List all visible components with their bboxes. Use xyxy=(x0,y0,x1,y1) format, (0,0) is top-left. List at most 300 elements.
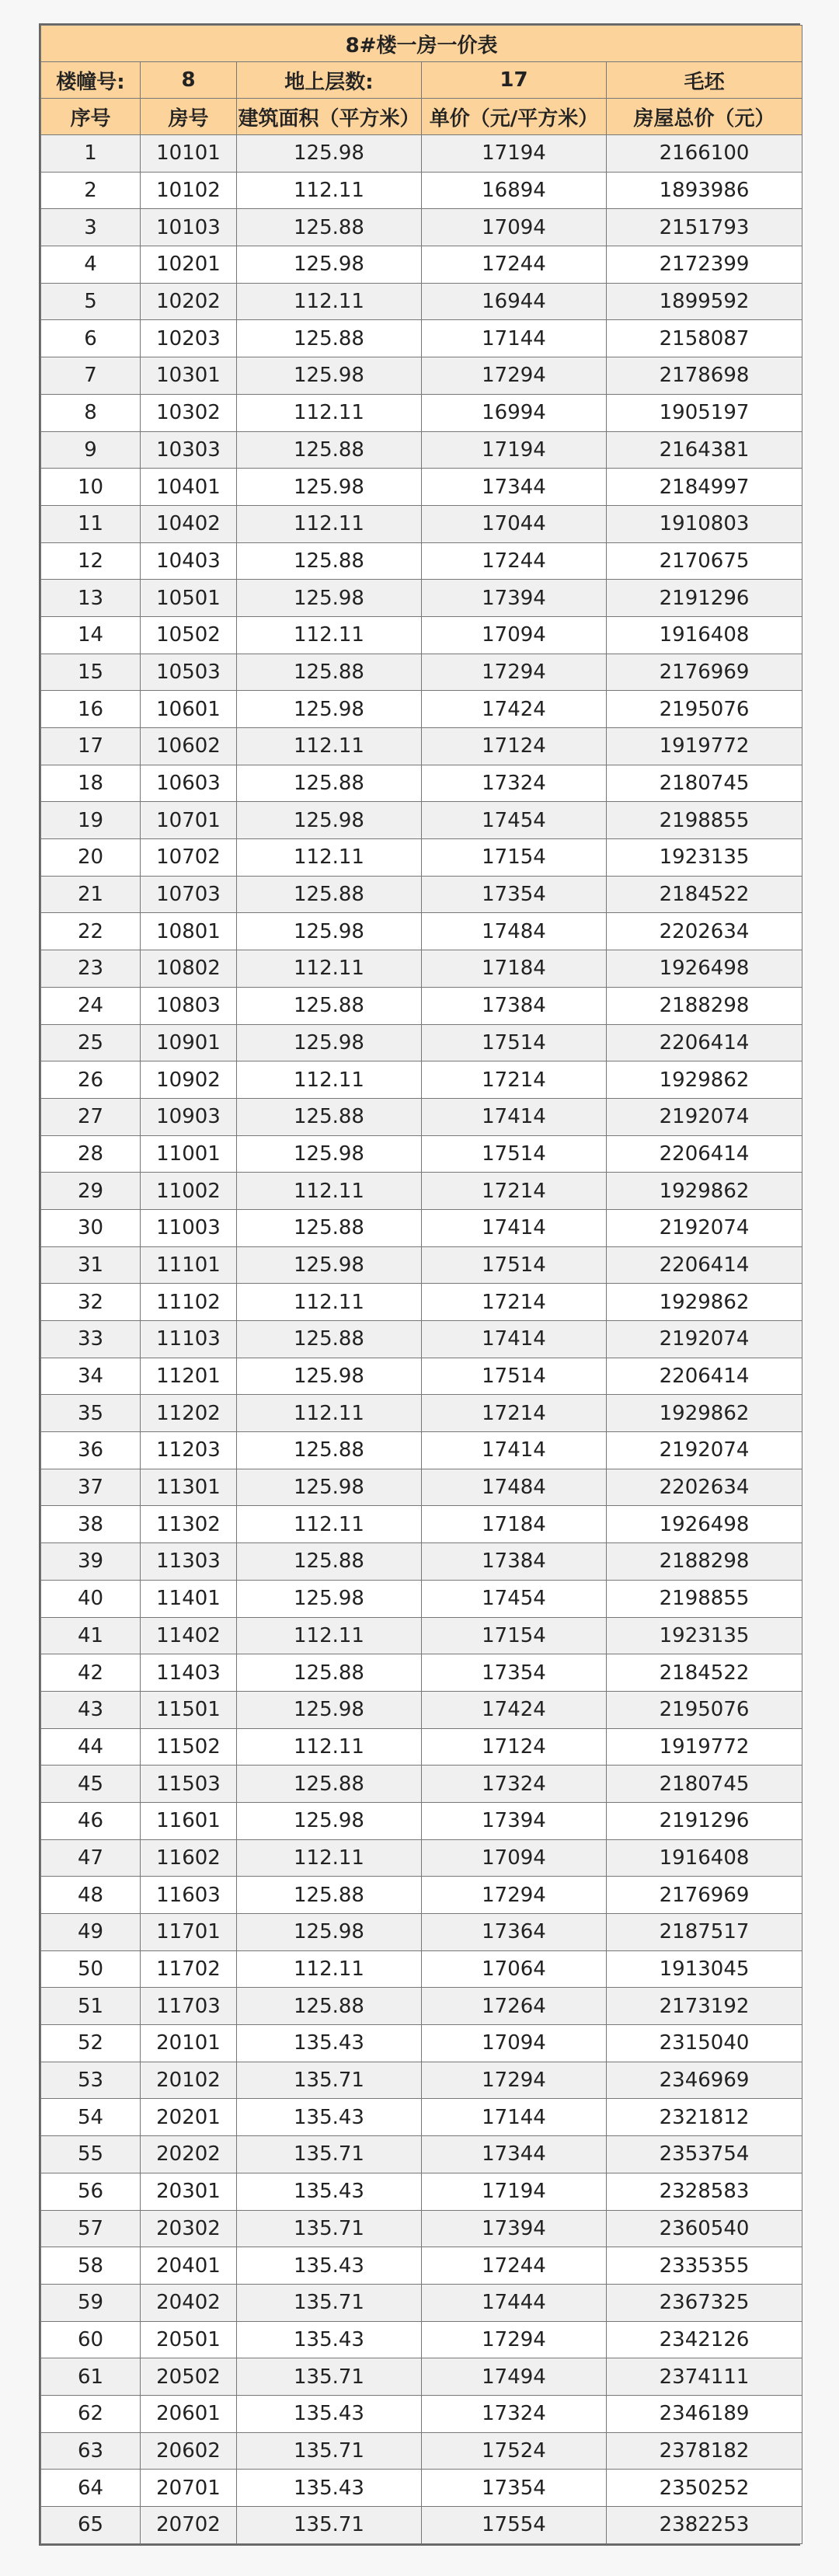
cell-index: 5 xyxy=(41,283,141,320)
table-row xyxy=(41,1988,802,2025)
table-row xyxy=(41,1321,802,1358)
cell-index: 13 xyxy=(41,580,141,617)
table-row xyxy=(41,2358,802,2396)
cell-area: 125.88 xyxy=(237,431,422,469)
cell-room-number: 10901 xyxy=(141,1024,237,1061)
cell-unit-price: 17294 xyxy=(422,1877,607,1914)
cell-area: 112.11 xyxy=(237,1617,422,1654)
cell-total-price: 2198855 xyxy=(607,1580,802,1617)
table-row xyxy=(41,839,802,877)
cell-index: 47 xyxy=(41,1839,141,1877)
cell-room-number: 20602 xyxy=(141,2432,237,2470)
cell-total-price: 2188298 xyxy=(607,1543,802,1581)
cell-area: 135.43 xyxy=(237,2099,422,2136)
cell-unit-price: 17394 xyxy=(422,580,607,617)
cell-total-price: 2328583 xyxy=(607,2173,802,2210)
cell-unit-price: 17514 xyxy=(422,1024,607,1061)
cell-index: 15 xyxy=(41,654,141,691)
cell-area: 125.88 xyxy=(237,320,422,357)
cell-total-price: 2342126 xyxy=(607,2321,802,2358)
table-row xyxy=(41,1877,802,1914)
cell-area: 135.71 xyxy=(237,2284,422,2321)
cell-unit-price: 17094 xyxy=(422,616,607,654)
cell-total-price: 2195076 xyxy=(607,691,802,728)
table-row xyxy=(41,1469,802,1506)
table-row xyxy=(41,1246,802,1284)
cell-index: 20 xyxy=(41,839,141,877)
cell-total-price: 1923135 xyxy=(607,839,802,877)
table-row xyxy=(41,209,802,246)
cell-index: 50 xyxy=(41,1950,141,1988)
cell-index: 3 xyxy=(41,209,141,246)
cell-area: 125.98 xyxy=(237,1358,422,1395)
cell-unit-price: 17394 xyxy=(422,1802,607,1839)
cell-unit-price: 17484 xyxy=(422,913,607,950)
cell-total-price: 2353754 xyxy=(607,2136,802,2173)
table-row xyxy=(41,2210,802,2247)
cell-area: 112.11 xyxy=(237,1061,422,1099)
cell-unit-price: 17414 xyxy=(422,1098,607,1135)
table-row xyxy=(41,357,802,395)
table-row xyxy=(41,320,802,357)
cell-room-number: 11202 xyxy=(141,1395,237,1432)
cell-unit-price: 17294 xyxy=(422,2321,607,2358)
cell-area: 135.43 xyxy=(237,2173,422,2210)
cell-room-number: 11102 xyxy=(141,1284,237,1321)
table-row xyxy=(41,2321,802,2358)
cell-room-number: 11001 xyxy=(141,1135,237,1173)
cell-area: 125.98 xyxy=(237,580,422,617)
cell-total-price: 2178698 xyxy=(607,357,802,395)
cell-room-number: 10501 xyxy=(141,580,237,617)
cell-index: 49 xyxy=(41,1914,141,1951)
cell-index: 14 xyxy=(41,616,141,654)
cell-area: 125.98 xyxy=(237,1469,422,1506)
cell-room-number: 10703 xyxy=(141,876,237,913)
cell-index: 39 xyxy=(41,1543,141,1581)
cell-room-number: 11301 xyxy=(141,1469,237,1506)
cell-unit-price: 17384 xyxy=(422,987,607,1024)
cell-room-number: 10702 xyxy=(141,839,237,877)
column-header-index: 序号 xyxy=(41,99,141,135)
cell-index: 51 xyxy=(41,1988,141,2025)
table-row xyxy=(41,2099,802,2136)
cell-room-number: 10402 xyxy=(141,505,237,542)
table-title: 8#楼一房一价表 xyxy=(41,26,802,62)
cell-total-price: 2346969 xyxy=(607,2062,802,2099)
cell-unit-price: 17194 xyxy=(422,2173,607,2210)
cell-index: 28 xyxy=(41,1135,141,1173)
cell-total-price: 1919772 xyxy=(607,728,802,765)
cell-unit-price: 17244 xyxy=(422,542,607,580)
cell-index: 25 xyxy=(41,1024,141,1061)
cell-index: 37 xyxy=(41,1469,141,1506)
cell-area: 125.88 xyxy=(237,209,422,246)
table-row xyxy=(41,2136,802,2173)
cell-area: 125.98 xyxy=(237,1135,422,1173)
cell-total-price: 2191296 xyxy=(607,580,802,617)
cell-total-price: 1899592 xyxy=(607,283,802,320)
cell-room-number: 20701 xyxy=(141,2470,237,2507)
cell-area: 125.98 xyxy=(237,1580,422,1617)
cell-unit-price: 17524 xyxy=(422,2432,607,2470)
cell-room-number: 10801 xyxy=(141,913,237,950)
cell-index: 40 xyxy=(41,1580,141,1617)
cell-total-price: 1929862 xyxy=(607,1284,802,1321)
cell-total-price: 2192074 xyxy=(607,1098,802,1135)
cell-unit-price: 17514 xyxy=(422,1358,607,1395)
table-row xyxy=(41,654,802,691)
cell-total-price: 2151793 xyxy=(607,209,802,246)
table-row xyxy=(41,691,802,728)
cell-area: 125.88 xyxy=(237,1766,422,1803)
title-row xyxy=(41,26,802,62)
cell-unit-price: 17414 xyxy=(422,1432,607,1469)
cell-unit-price: 17184 xyxy=(422,1506,607,1543)
cell-unit-price: 17144 xyxy=(422,2099,607,2136)
cell-room-number: 11101 xyxy=(141,1246,237,1284)
finish-type: 毛坯 xyxy=(607,62,802,99)
table-body xyxy=(41,26,802,2544)
cell-total-price: 2192074 xyxy=(607,1432,802,1469)
cell-area: 125.88 xyxy=(237,1098,422,1135)
cell-total-price: 1919772 xyxy=(607,1728,802,1766)
cell-total-price: 2180745 xyxy=(607,1766,802,1803)
cell-index: 18 xyxy=(41,765,141,802)
cell-total-price: 2382253 xyxy=(607,2507,802,2544)
cell-area: 125.88 xyxy=(237,1321,422,1358)
cell-room-number: 11203 xyxy=(141,1432,237,1469)
cell-room-number: 11002 xyxy=(141,1173,237,1210)
cell-unit-price: 17154 xyxy=(422,839,607,877)
cell-room-number: 10601 xyxy=(141,691,237,728)
cell-total-price: 2315040 xyxy=(607,2025,802,2062)
table-row xyxy=(41,2470,802,2507)
cell-total-price: 2164381 xyxy=(607,431,802,469)
cell-room-number: 10401 xyxy=(141,469,237,506)
cell-index: 16 xyxy=(41,691,141,728)
cell-index: 32 xyxy=(41,1284,141,1321)
cell-area: 135.43 xyxy=(237,2470,422,2507)
table-row xyxy=(41,2284,802,2321)
cell-unit-price: 17424 xyxy=(422,1691,607,1728)
cell-index: 35 xyxy=(41,1395,141,1432)
cell-index: 31 xyxy=(41,1246,141,1284)
cell-total-price: 2170675 xyxy=(607,542,802,580)
cell-unit-price: 17384 xyxy=(422,1543,607,1581)
cell-area: 125.98 xyxy=(237,1691,422,1728)
cell-unit-price: 17214 xyxy=(422,1395,607,1432)
cell-total-price: 2378182 xyxy=(607,2432,802,2470)
cell-room-number: 20101 xyxy=(141,2025,237,2062)
table-row xyxy=(41,1691,802,1728)
cell-index: 6 xyxy=(41,320,141,357)
cell-index: 30 xyxy=(41,1209,141,1246)
cell-area: 125.98 xyxy=(237,357,422,395)
cell-unit-price: 17244 xyxy=(422,2247,607,2285)
cell-room-number: 11003 xyxy=(141,1209,237,1246)
cell-total-price: 1929862 xyxy=(607,1061,802,1099)
table-row xyxy=(41,2173,802,2210)
cell-total-price: 2172399 xyxy=(607,246,802,284)
table-row xyxy=(41,542,802,580)
table-row xyxy=(41,135,802,173)
cell-unit-price: 17294 xyxy=(422,654,607,691)
cell-area: 125.98 xyxy=(237,1024,422,1061)
cell-area: 125.88 xyxy=(237,876,422,913)
cell-area: 125.98 xyxy=(237,469,422,506)
cell-index: 55 xyxy=(41,2136,141,2173)
cell-unit-price: 17514 xyxy=(422,1135,607,1173)
cell-area: 135.71 xyxy=(237,2507,422,2544)
cell-unit-price: 17354 xyxy=(422,1654,607,1692)
cell-unit-price: 17354 xyxy=(422,876,607,913)
table-row xyxy=(41,505,802,542)
cell-total-price: 1923135 xyxy=(607,1617,802,1654)
cell-index: 21 xyxy=(41,876,141,913)
column-header-area: 建筑面积（平方米） xyxy=(237,99,422,135)
cell-index: 19 xyxy=(41,802,141,839)
cell-total-price: 2191296 xyxy=(607,1802,802,1839)
cell-room-number: 20202 xyxy=(141,2136,237,2173)
cell-unit-price: 17364 xyxy=(422,1914,607,1951)
cell-index: 1 xyxy=(41,135,141,173)
table-row xyxy=(41,1395,802,1432)
cell-index: 29 xyxy=(41,1173,141,1210)
cell-total-price: 1910803 xyxy=(607,505,802,542)
cell-index: 62 xyxy=(41,2395,141,2432)
cell-area: 125.98 xyxy=(237,1802,422,1839)
cell-room-number: 11502 xyxy=(141,1728,237,1766)
cell-room-number: 10302 xyxy=(141,394,237,431)
cell-unit-price: 17514 xyxy=(422,1246,607,1284)
cell-area: 125.88 xyxy=(237,1654,422,1692)
cell-index: 33 xyxy=(41,1321,141,1358)
cell-room-number: 11401 xyxy=(141,1580,237,1617)
cell-unit-price: 17244 xyxy=(422,246,607,284)
cell-room-number: 11603 xyxy=(141,1877,237,1914)
table-row xyxy=(41,1209,802,1246)
cell-unit-price: 17294 xyxy=(422,2062,607,2099)
cell-area: 112.11 xyxy=(237,728,422,765)
table-row xyxy=(41,1654,802,1692)
cell-room-number: 11503 xyxy=(141,1766,237,1803)
cell-room-number: 20501 xyxy=(141,2321,237,2358)
cell-unit-price: 17394 xyxy=(422,2210,607,2247)
cell-area: 112.11 xyxy=(237,172,422,209)
table-row xyxy=(41,616,802,654)
cell-unit-price: 17294 xyxy=(422,357,607,395)
cell-area: 112.11 xyxy=(237,839,422,877)
table-row xyxy=(41,728,802,765)
cell-room-number: 11201 xyxy=(141,1358,237,1395)
cell-room-number: 10102 xyxy=(141,172,237,209)
cell-total-price: 1905197 xyxy=(607,394,802,431)
cell-area: 135.71 xyxy=(237,2136,422,2173)
price-table-container xyxy=(39,23,800,2546)
table-row xyxy=(41,1543,802,1581)
cell-unit-price: 17214 xyxy=(422,1173,607,1210)
cell-area: 135.43 xyxy=(237,2025,422,2062)
cell-total-price: 2206414 xyxy=(607,1246,802,1284)
cell-room-number: 11703 xyxy=(141,1988,237,2025)
cell-total-price: 2350252 xyxy=(607,2470,802,2507)
cell-area: 125.98 xyxy=(237,913,422,950)
cell-area: 125.88 xyxy=(237,1988,422,2025)
table-row xyxy=(41,987,802,1024)
cell-total-price: 1916408 xyxy=(607,1839,802,1877)
cell-room-number: 10902 xyxy=(141,1061,237,1099)
cell-total-price: 1929862 xyxy=(607,1173,802,1210)
table-row xyxy=(41,1580,802,1617)
table-row xyxy=(41,802,802,839)
cell-total-price: 2202634 xyxy=(607,913,802,950)
cell-area: 125.88 xyxy=(237,1432,422,1469)
cell-room-number: 11403 xyxy=(141,1654,237,1692)
cell-room-number: 10603 xyxy=(141,765,237,802)
cell-index: 46 xyxy=(41,1802,141,1839)
cell-index: 45 xyxy=(41,1766,141,1803)
cell-total-price: 2158087 xyxy=(607,320,802,357)
cell-room-number: 11303 xyxy=(141,1543,237,1581)
cell-room-number: 10201 xyxy=(141,246,237,284)
table-row xyxy=(41,394,802,431)
cell-unit-price: 17144 xyxy=(422,320,607,357)
cell-unit-price: 17444 xyxy=(422,2284,607,2321)
cell-index: 65 xyxy=(41,2507,141,2544)
table-row xyxy=(41,1098,802,1135)
cell-total-price: 2321812 xyxy=(607,2099,802,2136)
cell-room-number: 11501 xyxy=(141,1691,237,1728)
cell-index: 11 xyxy=(41,505,141,542)
cell-index: 42 xyxy=(41,1654,141,1692)
cell-unit-price: 16944 xyxy=(422,283,607,320)
cell-index: 61 xyxy=(41,2358,141,2396)
cell-area: 125.88 xyxy=(237,1877,422,1914)
building-value: 8 xyxy=(141,62,237,99)
table-row xyxy=(41,246,802,284)
cell-room-number: 11702 xyxy=(141,1950,237,1988)
table-row xyxy=(41,876,802,913)
cell-area: 125.88 xyxy=(237,987,422,1024)
cell-index: 4 xyxy=(41,246,141,284)
cell-total-price: 2166100 xyxy=(607,135,802,173)
table-row xyxy=(41,1802,802,1839)
cell-room-number: 10701 xyxy=(141,802,237,839)
cell-total-price: 2192074 xyxy=(607,1209,802,1246)
table-row xyxy=(41,1284,802,1321)
table-row xyxy=(41,2247,802,2285)
cell-room-number: 10903 xyxy=(141,1098,237,1135)
cell-unit-price: 17324 xyxy=(422,2395,607,2432)
table-row xyxy=(41,1766,802,1803)
cell-total-price: 2176969 xyxy=(607,1877,802,1914)
cell-unit-price: 17064 xyxy=(422,1950,607,1988)
cell-total-price: 2346189 xyxy=(607,2395,802,2432)
table-row xyxy=(41,1135,802,1173)
cell-room-number: 11103 xyxy=(141,1321,237,1358)
cell-area: 112.11 xyxy=(237,1284,422,1321)
cell-room-number: 10101 xyxy=(141,135,237,173)
table-row xyxy=(41,172,802,209)
cell-unit-price: 17454 xyxy=(422,1580,607,1617)
table-row xyxy=(41,2025,802,2062)
cell-unit-price: 17124 xyxy=(422,728,607,765)
cell-area: 125.98 xyxy=(237,246,422,284)
table-row xyxy=(41,1432,802,1469)
cell-room-number: 20601 xyxy=(141,2395,237,2432)
table-row xyxy=(41,431,802,469)
cell-room-number: 10103 xyxy=(141,209,237,246)
building-label: 楼幢号: xyxy=(41,62,141,99)
cell-room-number: 20401 xyxy=(141,2247,237,2285)
cell-area: 125.88 xyxy=(237,542,422,580)
cell-total-price: 2206414 xyxy=(607,1135,802,1173)
cell-total-price: 2374111 xyxy=(607,2358,802,2396)
cell-total-price: 2335355 xyxy=(607,2247,802,2285)
column-header-row xyxy=(41,99,802,135)
cell-room-number: 10303 xyxy=(141,431,237,469)
cell-total-price: 1913045 xyxy=(607,1950,802,1988)
cell-room-number: 20402 xyxy=(141,2284,237,2321)
cell-area: 125.88 xyxy=(237,1209,422,1246)
cell-unit-price: 17044 xyxy=(422,505,607,542)
cell-unit-price: 17324 xyxy=(422,1766,607,1803)
cell-index: 56 xyxy=(41,2173,141,2210)
cell-index: 27 xyxy=(41,1098,141,1135)
cell-index: 17 xyxy=(41,728,141,765)
cell-room-number: 10602 xyxy=(141,728,237,765)
cell-area: 112.11 xyxy=(237,1728,422,1766)
price-table xyxy=(40,25,802,2544)
cell-index: 34 xyxy=(41,1358,141,1395)
cell-area: 125.98 xyxy=(237,691,422,728)
cell-index: 26 xyxy=(41,1061,141,1099)
cell-total-price: 2180745 xyxy=(607,765,802,802)
cell-index: 9 xyxy=(41,431,141,469)
cell-unit-price: 17354 xyxy=(422,2470,607,2507)
table-row xyxy=(41,1728,802,1766)
cell-room-number: 11602 xyxy=(141,1839,237,1877)
table-row xyxy=(41,2507,802,2544)
table-row xyxy=(41,1358,802,1395)
cell-area: 125.98 xyxy=(237,1246,422,1284)
cell-room-number: 20102 xyxy=(141,2062,237,2099)
table-row xyxy=(41,1839,802,1877)
cell-index: 54 xyxy=(41,2099,141,2136)
cell-unit-price: 16994 xyxy=(422,394,607,431)
cell-area: 112.11 xyxy=(237,1950,422,1988)
cell-room-number: 10403 xyxy=(141,542,237,580)
cell-area: 112.11 xyxy=(237,616,422,654)
cell-index: 10 xyxy=(41,469,141,506)
cell-index: 12 xyxy=(41,542,141,580)
cell-room-number: 20201 xyxy=(141,2099,237,2136)
cell-index: 23 xyxy=(41,950,141,988)
table-row xyxy=(41,2395,802,2432)
cell-unit-price: 17414 xyxy=(422,1321,607,1358)
cell-index: 59 xyxy=(41,2284,141,2321)
cell-unit-price: 17264 xyxy=(422,1988,607,2025)
cell-total-price: 2192074 xyxy=(607,1321,802,1358)
cell-area: 112.11 xyxy=(237,1506,422,1543)
cell-total-price: 2202634 xyxy=(607,1469,802,1506)
table-row xyxy=(41,580,802,617)
cell-room-number: 10803 xyxy=(141,987,237,1024)
cell-area: 112.11 xyxy=(237,1173,422,1210)
cell-unit-price: 17454 xyxy=(422,802,607,839)
cell-unit-price: 17484 xyxy=(422,1469,607,1506)
